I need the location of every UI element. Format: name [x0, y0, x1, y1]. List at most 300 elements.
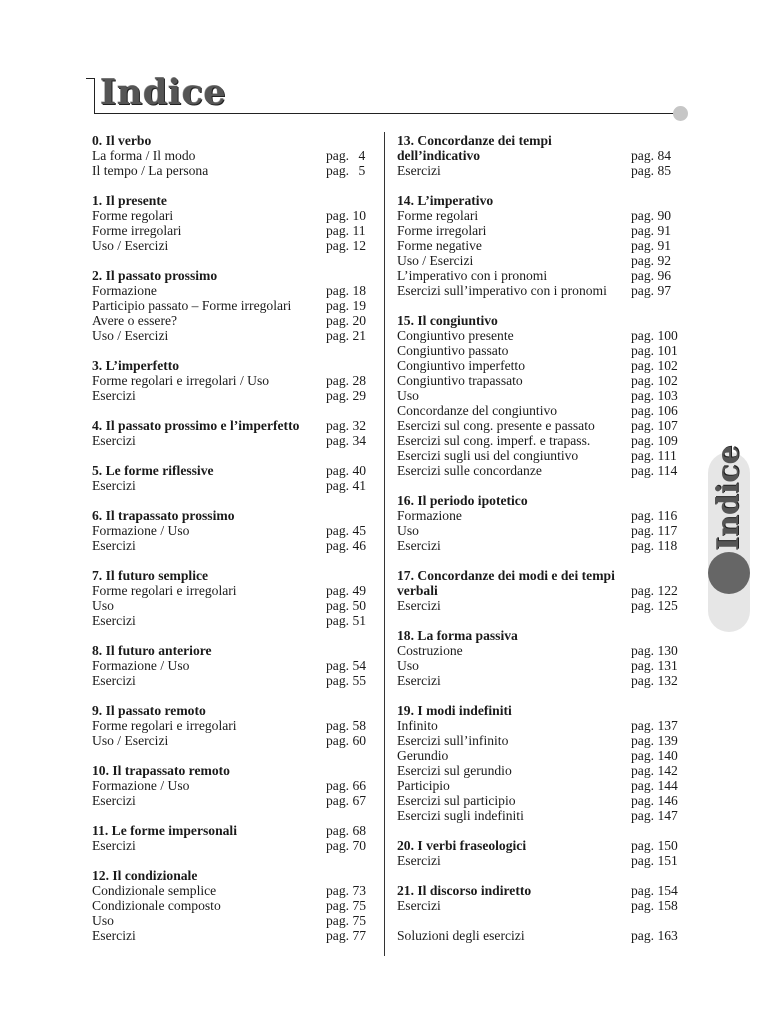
page-prefix: pag. — [631, 403, 655, 418]
page-prefix: pag. — [326, 538, 350, 553]
toc-heading-row — [92, 703, 370, 718]
page-number — [326, 313, 370, 328]
section-heading: 10. Il trapassato remoto — [92, 763, 230, 778]
toc-section — [397, 493, 681, 553]
toc-heading-row — [397, 628, 681, 643]
page-number — [631, 268, 681, 283]
toc-section — [92, 763, 370, 808]
toc-heading-row — [92, 133, 370, 148]
page-prefix: pag. — [631, 838, 655, 853]
toc-heading-row — [92, 568, 370, 583]
page-number — [326, 523, 370, 538]
entry-label: Participio passato – Forme irregolari — [92, 298, 292, 313]
page-prefix: pag. — [631, 283, 655, 298]
toc-entry — [397, 898, 681, 913]
entry-label: Esercizi — [397, 898, 441, 913]
page-prefix: pag. — [631, 343, 655, 358]
toc-entry — [92, 793, 370, 808]
section-heading: 7. Il futuro semplice — [92, 568, 209, 583]
page-prefix: pag. — [631, 733, 655, 748]
page-prefix: pag. — [631, 658, 655, 673]
page-number — [631, 838, 681, 853]
page-value: 41 — [352, 478, 367, 493]
toc-heading-row — [92, 643, 370, 658]
section-heading: 21. Il discorso indiretto — [397, 883, 532, 898]
page-number — [631, 673, 681, 688]
toc-entry — [92, 583, 370, 598]
entry-label: Congiuntivo passato — [397, 343, 509, 358]
toc-entry — [92, 313, 370, 328]
toc-entry — [397, 763, 681, 778]
toc-entry — [92, 478, 370, 493]
page-value: 125 — [657, 598, 678, 613]
page-prefix: pag. — [326, 823, 350, 838]
page-value: 130 — [657, 643, 678, 658]
toc-entry — [92, 298, 370, 313]
section-heading: 2. Il passato prossimo — [92, 268, 218, 283]
page-number — [631, 358, 681, 373]
page-prefix: pag. — [326, 148, 350, 163]
page-number — [631, 658, 681, 673]
page-value: 132 — [657, 673, 678, 688]
section-heading: 1. Il presente — [92, 193, 167, 208]
entry-label: Infinito — [397, 718, 438, 733]
entry-label: Uso — [92, 598, 114, 613]
page-value: 102 — [657, 358, 678, 373]
toc-entry — [397, 793, 681, 808]
page-number — [326, 613, 370, 628]
page-value: 28 — [352, 373, 367, 388]
page-number — [631, 643, 681, 658]
toc-entry — [397, 463, 681, 478]
page-prefix: pag. — [631, 598, 655, 613]
toc-entry — [92, 673, 370, 688]
toc-section — [397, 133, 681, 178]
page-value: 40 — [352, 463, 367, 478]
page-prefix: pag. — [631, 793, 655, 808]
toc-heading-row — [92, 268, 370, 283]
page-number — [631, 598, 681, 613]
toc-entry — [92, 538, 370, 553]
toc-entry — [397, 268, 681, 283]
page-value: 73 — [352, 883, 367, 898]
entry-label: Esercizi — [92, 673, 136, 688]
side-tab-circle — [708, 552, 750, 594]
toc-entry — [92, 928, 370, 943]
page-value: 5 — [358, 163, 366, 178]
page-value: 101 — [657, 343, 678, 358]
page-value: 118 — [657, 538, 678, 553]
page-value: 84 — [657, 148, 672, 163]
page-prefix: pag. — [326, 328, 350, 343]
page-value: 151 — [657, 853, 678, 868]
page-value: 10 — [352, 208, 367, 223]
toc-entry — [397, 388, 681, 403]
page-value: 91 — [657, 238, 672, 253]
entry-label: Condizionale semplice — [92, 883, 217, 898]
toc-entry — [397, 523, 681, 538]
entry-label: Forme irregolari — [397, 223, 487, 238]
page-value: 144 — [657, 778, 678, 793]
entry-label: Concordanze del congiuntivo — [397, 403, 558, 418]
toc-heading-row — [397, 133, 681, 163]
section-heading: 4. Il passato prossimo e l’imperfetto — [92, 418, 300, 433]
entry-label: La forma / Il modo — [92, 148, 196, 163]
page-prefix: pag. — [326, 478, 350, 493]
toc-entry — [397, 253, 681, 268]
page-prefix: pag. — [326, 793, 350, 808]
toc-section — [92, 463, 370, 493]
section-heading: 20. I verbi fraseologici — [397, 838, 527, 853]
page-prefix: pag. — [631, 223, 655, 238]
page-number — [631, 418, 681, 433]
page-prefix: pag. — [631, 928, 655, 943]
toc-section — [397, 838, 681, 868]
toc-heading-row — [397, 193, 681, 208]
toc-heading-row — [92, 508, 370, 523]
entry-label: Esercizi — [397, 673, 441, 688]
entry-label: Forme regolari — [397, 208, 479, 223]
entry-label: Uso — [397, 388, 419, 403]
entry-label: Formazione / Uso — [92, 523, 190, 538]
page-number — [326, 793, 370, 808]
entry-label: Forme irregolari — [92, 223, 182, 238]
page-prefix: pag. — [326, 598, 350, 613]
entry-label: Esercizi sull’imperativo con i pronomi — [397, 283, 607, 298]
entry-label: Forme negative — [397, 238, 482, 253]
toc-heading-row — [92, 868, 370, 883]
page-value: 54 — [352, 658, 367, 673]
page-number — [326, 898, 370, 913]
page-number — [326, 283, 370, 298]
page-prefix: pag. — [631, 463, 655, 478]
page-value: 139 — [657, 733, 678, 748]
page-number — [631, 508, 681, 523]
page-number — [326, 163, 370, 178]
entry-label: Uso — [397, 523, 419, 538]
toc-entry — [92, 208, 370, 223]
page-prefix: pag. — [631, 268, 655, 283]
toc-section — [397, 883, 681, 913]
toc-heading-row — [92, 418, 370, 433]
toc-section — [92, 508, 370, 553]
entry-label: Congiuntivo presente — [397, 328, 514, 343]
page-value: 29 — [352, 388, 367, 403]
entry-label: Uso / Esercizi — [397, 253, 474, 268]
page-number — [326, 388, 370, 403]
page-value: 116 — [657, 508, 678, 523]
entry-label: Formazione — [92, 283, 157, 298]
toc-section — [397, 568, 681, 613]
page-value: 20 — [352, 313, 367, 328]
page-prefix: pag. — [631, 673, 655, 688]
page-value: 58 — [352, 718, 367, 733]
entry-label: Gerundio — [397, 748, 449, 763]
page-value: 140 — [657, 748, 678, 763]
page-prefix: pag. — [326, 883, 350, 898]
page-prefix: pag. — [326, 163, 350, 178]
page-value: 117 — [657, 523, 678, 538]
toc-section — [92, 268, 370, 343]
page-value: 18 — [352, 283, 367, 298]
toc-section — [92, 193, 370, 253]
page-number — [631, 808, 681, 823]
page-prefix: pag. — [326, 373, 350, 388]
toc-entry — [92, 898, 370, 913]
toc-entry — [397, 208, 681, 223]
page-value: 106 — [657, 403, 678, 418]
page-value: 19 — [352, 298, 367, 313]
page-prefix: pag. — [631, 418, 655, 433]
page-prefix: pag. — [631, 523, 655, 538]
page-value: 109 — [657, 433, 678, 448]
toc-left-column — [92, 133, 370, 958]
toc-heading-row — [397, 493, 681, 508]
page-number — [631, 343, 681, 358]
page-prefix: pag. — [631, 148, 655, 163]
toc-section — [397, 313, 681, 478]
toc-entry — [397, 658, 681, 673]
section-heading: 0. Il verbo — [92, 133, 152, 148]
page-value: 146 — [657, 793, 678, 808]
page-prefix: pag. — [631, 373, 655, 388]
section-heading: 16. Il periodo ipotetico — [397, 493, 528, 508]
toc-entry — [92, 373, 370, 388]
toc-entry — [92, 913, 370, 928]
entry-label: Costruzione — [397, 643, 463, 658]
page-number — [631, 928, 681, 943]
toc-entry — [397, 673, 681, 688]
page-value: 77 — [352, 928, 367, 943]
toc-entry — [397, 223, 681, 238]
entry-label: Esercizi — [92, 478, 136, 493]
page-number — [326, 223, 370, 238]
entry-label: Esercizi sul gerundio — [397, 763, 512, 778]
page-prefix: pag. — [326, 388, 350, 403]
toc-entry — [397, 328, 681, 343]
toc-section — [92, 133, 370, 178]
side-tab-label: Indice — [711, 445, 746, 551]
entry-label: Esercizi sul cong. imperf. e trapass. — [397, 433, 591, 448]
title-corner-line — [94, 78, 95, 114]
page-value: 137 — [657, 718, 678, 733]
toc-entry — [92, 148, 370, 163]
page-prefix: pag. — [631, 748, 655, 763]
section-heading: 11. Le forme impersonali — [92, 823, 237, 838]
page-number — [631, 748, 681, 763]
toc-entry — [92, 163, 370, 178]
page-value: 96 — [657, 268, 672, 283]
toc-entry — [397, 733, 681, 748]
page-prefix: pag. — [631, 448, 655, 463]
page-value: 90 — [657, 208, 672, 223]
page-value: 46 — [352, 538, 367, 553]
page-value: 111 — [657, 448, 677, 463]
page-value: 91 — [657, 223, 672, 238]
page-prefix: pag. — [631, 238, 655, 253]
entry-label: Esercizi — [92, 838, 136, 853]
page-number — [326, 658, 370, 673]
entry-label: Esercizi — [397, 163, 441, 178]
page-value: 154 — [657, 883, 678, 898]
page-value: 55 — [352, 673, 367, 688]
toc-entry — [92, 388, 370, 403]
toc-entry — [397, 508, 681, 523]
page-number — [326, 538, 370, 553]
entry-label: Esercizi — [397, 598, 441, 613]
toc-heading-row — [92, 463, 370, 478]
page-prefix: pag. — [631, 328, 655, 343]
page-value: 147 — [657, 808, 678, 823]
page-value: 163 — [657, 928, 678, 943]
page-number — [631, 223, 681, 238]
page-prefix: pag. — [326, 898, 350, 913]
page-value: 51 — [352, 613, 367, 628]
page-prefix: pag. — [631, 358, 655, 373]
toc-heading-row — [397, 703, 681, 718]
page-value: 21 — [352, 328, 367, 343]
toc-entry — [397, 238, 681, 253]
page-number — [326, 148, 370, 163]
page-number — [326, 778, 370, 793]
entry-label: Uso / Esercizi — [92, 238, 169, 253]
page-number — [631, 463, 681, 478]
section-heading: 15. Il congiuntivo — [397, 313, 498, 328]
toc-entry — [92, 658, 370, 673]
section-heading: 12. Il condizionale — [92, 868, 198, 883]
entry-label: Forme regolari — [92, 208, 174, 223]
page-value: 66 — [352, 778, 367, 793]
page-number — [631, 283, 681, 298]
toc-section — [397, 703, 681, 823]
section-heading: 5. Le forme riflessive — [92, 463, 214, 478]
page-prefix: pag. — [631, 583, 655, 598]
page-value: 102 — [657, 373, 678, 388]
toc-entry — [397, 418, 681, 433]
page-prefix: pag. — [326, 208, 350, 223]
page-number — [326, 928, 370, 943]
toc-entry — [397, 448, 681, 463]
entry-label: Avere o essere? — [92, 313, 178, 328]
page-value: 150 — [657, 838, 678, 853]
page-prefix: pag. — [631, 808, 655, 823]
page-value: 92 — [657, 253, 672, 268]
section-heading: 19. I modi indefiniti — [397, 703, 512, 718]
page-title: Indice — [100, 72, 227, 113]
toc-entry — [92, 523, 370, 538]
entry-label: Congiuntivo trapassato — [397, 373, 523, 388]
page-number — [326, 718, 370, 733]
page-prefix: pag. — [326, 298, 350, 313]
page-number — [631, 538, 681, 553]
page-number — [631, 388, 681, 403]
toc-entry — [397, 643, 681, 658]
page-value: 11 — [352, 223, 366, 238]
page-number — [631, 523, 681, 538]
page-number — [631, 763, 681, 778]
toc-entry — [397, 778, 681, 793]
page-number — [631, 433, 681, 448]
page-prefix: pag. — [326, 463, 350, 478]
page-prefix: pag. — [326, 733, 350, 748]
page-number — [326, 418, 370, 433]
toc-section — [92, 643, 370, 688]
page-number — [631, 148, 681, 163]
page-number — [631, 448, 681, 463]
entry-label: Esercizi sul participio — [397, 793, 516, 808]
toc-entry — [397, 538, 681, 553]
page-number — [631, 373, 681, 388]
page-prefix: pag. — [631, 208, 655, 223]
entry-label: Uso / Esercizi — [92, 328, 169, 343]
toc-entry — [397, 433, 681, 448]
page-number — [631, 793, 681, 808]
page-value: 103 — [657, 388, 678, 403]
toc-entry — [397, 748, 681, 763]
page-value: 45 — [352, 523, 367, 538]
section-heading: 13. Concordanze dei tempi dell’indicativo — [397, 133, 552, 163]
section-heading: 3. L’imperfetto — [92, 358, 180, 373]
page-number — [326, 238, 370, 253]
entry-label: Forme regolari e irregolari — [92, 718, 237, 733]
page-number — [631, 778, 681, 793]
page-prefix: pag. — [631, 388, 655, 403]
entry-label: Esercizi — [92, 613, 136, 628]
toc-entry — [397, 373, 681, 388]
toc-section — [92, 358, 370, 403]
entry-label: Uso / Esercizi — [92, 733, 169, 748]
page-prefix: pag. — [631, 643, 655, 658]
entry-label: Esercizi — [92, 538, 136, 553]
toc-entry — [92, 328, 370, 343]
column-divider — [384, 132, 385, 956]
page-number — [631, 898, 681, 913]
page-number — [631, 718, 681, 733]
page-prefix: pag. — [326, 778, 350, 793]
toc-entry — [92, 598, 370, 613]
toc-entry — [397, 718, 681, 733]
page-prefix: pag. — [326, 928, 350, 943]
page-value: 100 — [657, 328, 678, 343]
entry-label: Congiuntivo imperfetto — [397, 358, 525, 373]
page-prefix: pag. — [631, 898, 655, 913]
page-prefix: pag. — [326, 583, 350, 598]
page-value: 158 — [657, 898, 678, 913]
page-value: 70 — [352, 838, 367, 853]
page-prefix: pag. — [631, 718, 655, 733]
toc-heading-row — [92, 358, 370, 373]
page-prefix: pag. — [326, 313, 350, 328]
page-prefix: pag. — [631, 763, 655, 778]
toc-section — [397, 193, 681, 298]
toc-section — [92, 703, 370, 748]
section-heading: 9. Il passato remoto — [92, 703, 206, 718]
page-value: 32 — [352, 418, 367, 433]
page-number — [631, 853, 681, 868]
page-prefix: pag. — [326, 613, 350, 628]
page-prefix: pag. — [631, 163, 655, 178]
page-prefix: pag. — [326, 283, 350, 298]
toc-right-column — [397, 133, 681, 958]
entry-label: Formazione — [397, 508, 462, 523]
page-number — [326, 733, 370, 748]
page-prefix: pag. — [326, 238, 350, 253]
page-number — [326, 823, 370, 838]
toc-entry — [397, 283, 681, 298]
page-number — [326, 433, 370, 448]
toc-entry — [92, 883, 370, 898]
toc-section — [397, 928, 681, 943]
